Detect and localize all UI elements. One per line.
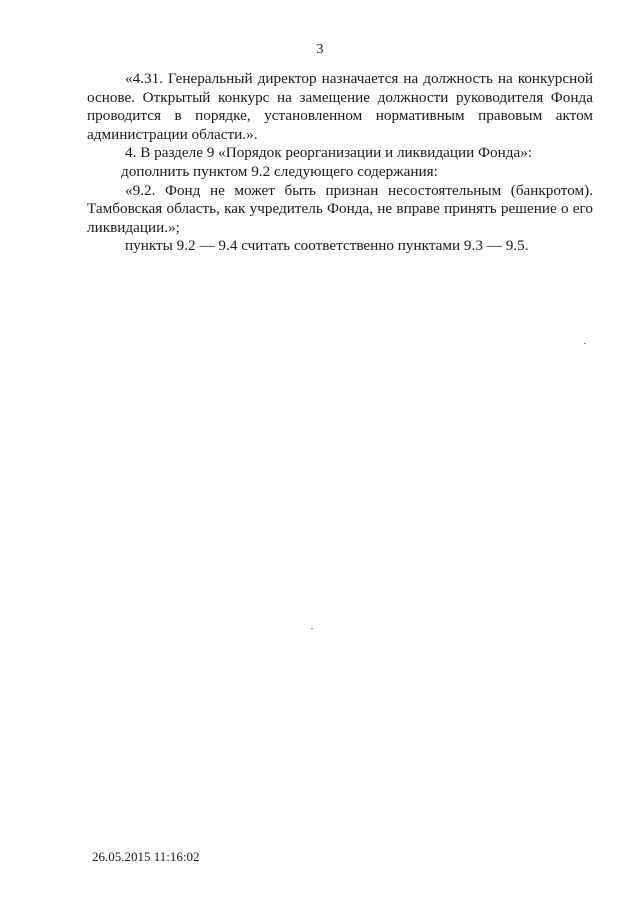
document-body — [87, 70, 593, 256]
paragraph-4-31: «4.31. Генеральный директор назначается на должность на конкурсной основе. Открытый конкурс на замещение должности руководителя Фонда проводится в порядке, установленном нормативным правовым актом администрации области.». — [87, 70, 593, 143]
paragraph-9-2-text: «9.2. Фонд не может быть признан несостоятельным (банкротом). Тамбовская область, как учредитель Фонда, не вправе принять решение о его ликвидации.»; — [87, 181, 593, 236]
page-number: 3 — [316, 42, 324, 57]
scan-speck — [311, 628, 313, 629]
paragraph-renumber: пункты 9.2 — 9.4 считать соответственно пунктами 9.3 — 9.5. — [125, 237, 529, 255]
scan-speck — [584, 343, 586, 344]
paragraph-section-9: 4. В разделе 9 «Порядок реорганизации и ликвидации Фонда»: — [125, 144, 533, 162]
paragraph-add-9-2: дополнить пунктом 9.2 следующего содержания: — [121, 162, 438, 180]
timestamp: 26.05.2015 11:16:02 — [92, 849, 200, 864]
